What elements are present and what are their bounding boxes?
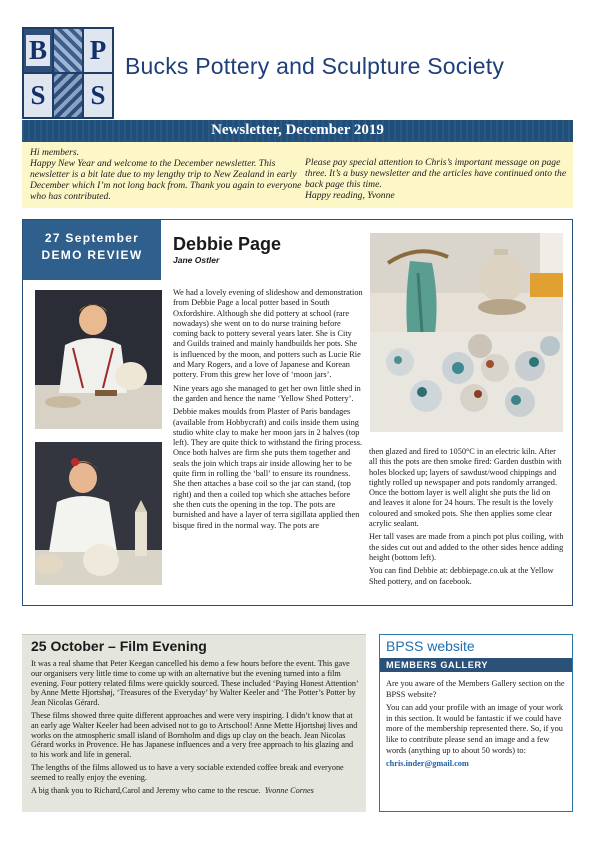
film-paragraph: These films showed three quite different approaches and were very inspiring. I didn’t know that at an early age Walter Keeler had been advised not to go to Artschool! Anne Mette Hjortshøj lives and works on the atmospheric small island of Bornholm and digs up clay on the beach. Jean Nicolas Gérard works in Provence. He has Japanese influences and a very free approach to his glazing and to his work and life in general.	[31, 710, 358, 760]
film-paragraph: It was a real shame that Peter Keegan cancelled his demo a few hours before the event. This gave our organisers very little time to come up with an alternative but the evening turned into a film evening. Four pottery related films were quickly sourced. These included ‘Paying Honest Attention’ by Anne Mette Hjortshøj, ‘Treasures of the Everyday’ by Walter Keeler and ‘The Potter’s Potter by Jean Nicolas Gérard.	[31, 659, 359, 708]
article-paragraph: Her tall vases are made from a pinch pot plus coiling, with the sides cut out and added to the other sides hence adding height (bottom left).	[369, 532, 564, 562]
site-title: Bucks Pottery and Sculpture Society	[125, 53, 505, 79]
website-title: BPSS website	[386, 638, 475, 654]
intro-right-text: Please pay special attention to Chris’s important message on page three. It’s a busy newsletter and the articles have continued onto the back page this time. Happy reading, Yvonne	[305, 157, 567, 201]
logo-letter-s2: S	[84, 74, 112, 117]
article-paragraph: Nine years ago she managed to get her own little shed in the garden and hence the name ‘Yellow Shed Pottery’.	[173, 383, 361, 403]
film-paragraph-last	[31, 786, 361, 796]
logo-letter-p: P	[84, 29, 112, 72]
film-evening-section	[22, 634, 366, 812]
photo-potter-moulding-image	[35, 290, 162, 429]
article-paragraph: You can find Debbie at: debbiepage.co.uk at the Yellow Shed pottery, and on facebook.	[369, 566, 554, 586]
members-gallery-label: MEMBERS GALLERY	[380, 658, 572, 672]
article-paragraph: Debbie makes moulds from Plaster of Paris bandages (available from Hobbycraft) and coils inside them using studio white clay to make her moon jars in 2 halves (top left). They are quite thick to withstand the firing process. Once both halves are firm she puts them together and seals the join which traps air inside allowing her to be quite firm in rolling the ‘ball’ to ensure its roundness. She then attaches a base coil so the jar can stand, (top right) and then a coiled top which she attaches before she then cuts the opening in the top. The pots are burnished and have a layer of terra sigillata applied then bisque fired in the normal way. The pots are	[173, 407, 363, 530]
film-evening-title: 25 October – Film Evening	[31, 638, 207, 654]
website-body	[386, 679, 568, 773]
website-paragraph: You can add your profile with an image of your work in this section. It would be fantastic if we could have more of the membership represented there. So, if you like to contribute please send an image and a few words (anything up to about 50 words) to:	[386, 703, 564, 755]
film-paragraph: The lengths of the films allowed us to have a very sociable extended coffee break and everyone seemed to really enjoy the evening.	[31, 762, 344, 782]
photo-potter-vase-image	[35, 442, 162, 585]
article-author: Jane Ostler	[173, 255, 220, 265]
film-thanks: A big thank you to Richard,Carol and Jeremy who came to the rescue.	[31, 785, 261, 795]
demo-review-section	[22, 219, 573, 606]
film-signature: Yvonne Cornes	[264, 785, 314, 795]
newsletter-banner	[22, 120, 573, 142]
photo-vase-and-jar	[370, 233, 563, 344]
photo-potter-moulding	[35, 290, 162, 429]
intro-left-text: Hi members. Happy New Year and welcome to the December newsletter. This newsletter is a bit late due to my lengthy trip to New Zealand in early December which I’m not long back from. Thank you again to everyone who has contributed.	[30, 147, 302, 202]
photo-smoked-pots-image	[370, 332, 563, 432]
film-evening-body	[31, 659, 361, 798]
article-column-middle	[173, 288, 363, 534]
website-paragraph: Are you aware of the Members Gallery section on the BPSS website?	[386, 679, 565, 699]
society-logo	[22, 27, 114, 119]
logo-pattern-tile	[54, 29, 82, 72]
logo-letter-s1: S	[24, 74, 52, 117]
article-paragraph: We had a lovely evening of slideshow and demonstration from Debbie Page a local potter based in South Oxfordshire. Although she did pottery at school (rare nowadays) she went on to do nurse training before coming back to pottery several years later. She is City and Guilds trained and mainly handbuilds her pots. She is influenced by the moon, and potters such as Lucie Rie and Mary Rogers, and a love of Japanese and Korean pottery. From this grew her love of ‘moon jars’.	[173, 288, 363, 380]
logo-pattern-tile-2	[54, 74, 82, 117]
photo-potter-vase	[35, 442, 162, 585]
photo-smoked-pots	[370, 332, 563, 432]
intro-panel	[22, 142, 573, 208]
demo-date: 27 September	[44, 231, 140, 245]
website-section	[379, 634, 573, 812]
article-paragraph: then glazed and fired to 1050°C in an electric kiln. After all this the pots are then smoke fired: Garden dustbin with holes blocked up; layers of sawdust/wood chippings and tightly rolled up newspaper and pots randomly arranged. Once the bottom layer is well alight she puts the lid on and leaves it alone for 24 hours. The result is the lovely coloured and smoked pots. She then applies some clear acrylic sealant.	[369, 447, 562, 529]
logo-letter-b: B	[24, 29, 52, 72]
article-column-right	[369, 447, 564, 590]
newsletter-title: Newsletter, December 2019	[211, 122, 384, 138]
contact-email-link[interactable]: chris.inder@gmail.com	[386, 759, 469, 769]
demo-type: DEMO REVIEW	[41, 248, 143, 262]
photo-vase-and-jar-image	[370, 233, 563, 344]
article-title: Debbie Page	[173, 234, 282, 254]
demo-review-label	[23, 220, 161, 280]
